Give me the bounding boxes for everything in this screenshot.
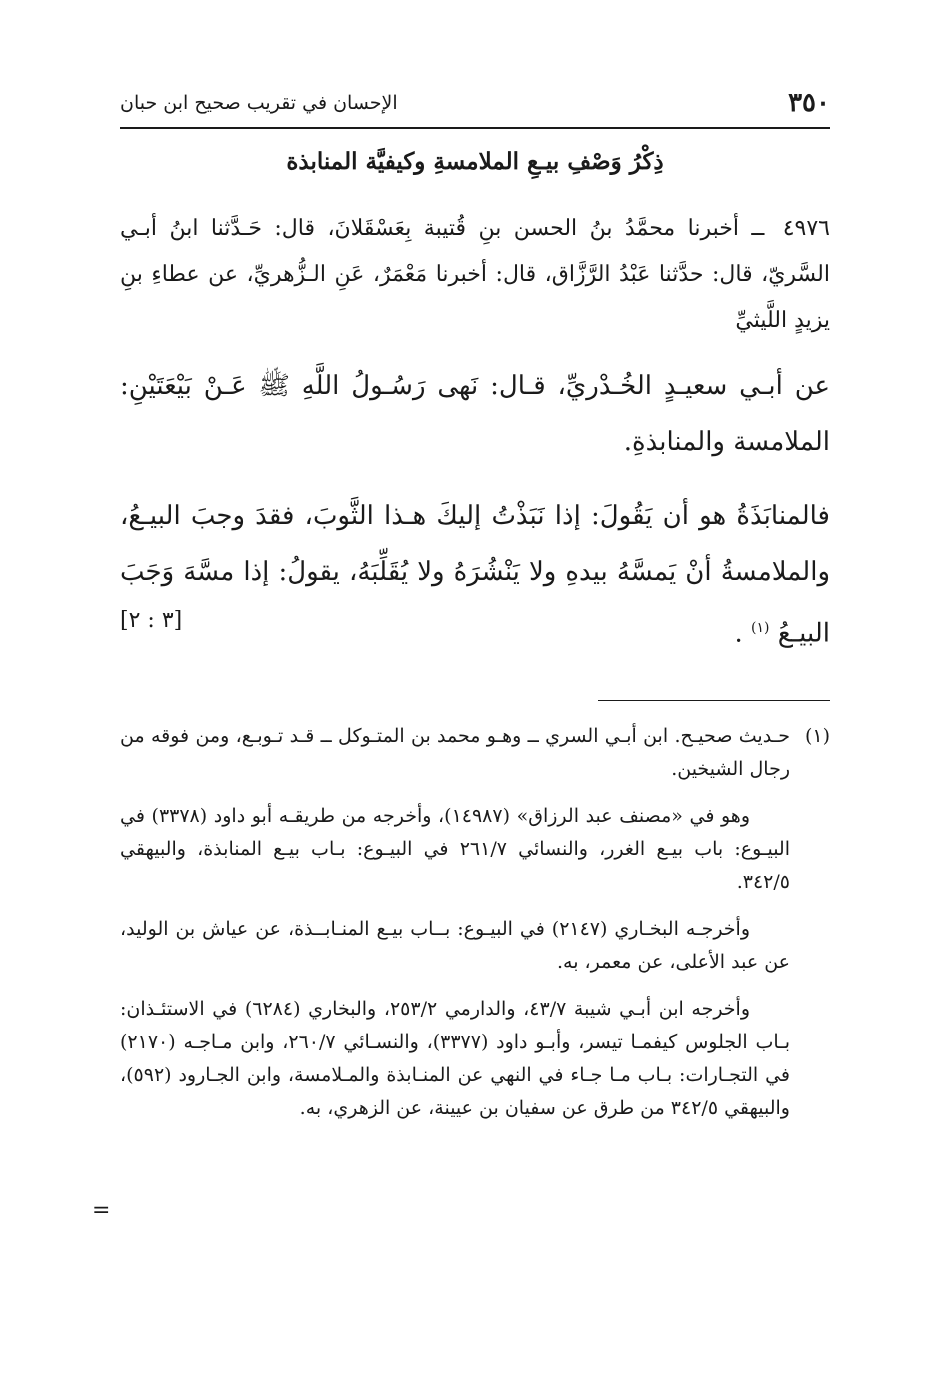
footnote-text: حـديث صحيـح. ابن أبـي السري ــ وهـو محمد بن المتـوكل ــ قـد تـوبـع، ومن فوقه من رجال الشيخين.	[120, 725, 790, 780]
footnote-marker: (١)	[804, 725, 830, 747]
chapter-title: ذِكْرُ وَصْفِ بيـعِ الملامسةِ وكيفيَّة المنابذة	[286, 148, 664, 175]
reference-code: [٣ : ٢]	[120, 608, 183, 633]
hadith-isnad	[120, 206, 830, 344]
hadith-explanation	[120, 488, 830, 662]
footnote-continuation	[120, 800, 830, 1125]
header-divider	[120, 127, 830, 129]
footnotes	[120, 720, 830, 1139]
end-period: .	[734, 618, 743, 649]
page-header	[120, 88, 830, 122]
explanation-text: فالمنابَذَةُ هو أن يَقُولَ: إذا نَبَذْتُ إليكَ هـذا الثَّوبَ، فقدَ وجبَ البيـعُ، والملامسةُ أنْ يَمسَّهُ بيدهِ ولا يَنْشُرَهُ ولا يُقَلِّبَهُ، يقولُ: إذا مسَّهَ وَجَبَ البيـعُ	[120, 501, 831, 649]
hadith-number: ٤٩٧٦	[782, 216, 830, 241]
footnote-divider	[598, 700, 830, 701]
hadith-matn: عن أبـي سعيـدٍ الخُـدْريِّ، قـال: نَهى رَسُـولُ اللَّهِ ﷺ عَـنْ بَيْعَتَيْنِ: الملامسة والمنابذةِ.	[120, 371, 830, 457]
footnote-paragraph: وأخرجـه البخـاري (٢١٤٧) في البيـوع: بــاب بيـع المنـابــذة، عن عياش بن الوليد، عن عبد الأعلى، عن معمر، به.	[120, 918, 790, 973]
isnad-text: ــ أخبرنا محمَّدُ بنُ الحسن بنِ قُتيبة بِعَسْقَلانَ، قال: حَـدَّثنا ابنُ أبـي السَّريّ، قال: حدَّثنا عَبْدُ الرَّزَّاق، قال: أخبرنا مَعْمَرٌ، عَنِ الـزُّهريِّ، عن عطاءِ بنِ يزيدٍ اللَّيثيِّ	[120, 216, 830, 333]
continuation-mark: =	[92, 1198, 111, 1223]
footnote-paragraph: وهو في «مصنف عبد الرزاق» (١٤٩٨٧)، وأخرجه من طريقـه أبو داود (٣٣٧٨) في البيـوع: باب بيـع الغرر، والنسائي ٢٦١/٧ في البيـوع: بـاب بيـع المنابذة، والبيهقي ٣٤٢/٥.	[120, 805, 790, 893]
page-number: ٣٥٠	[788, 88, 830, 118]
running-title: الإحسان في تقريب صحيح ابن حبان	[120, 92, 398, 114]
footnote-1	[120, 720, 830, 786]
footnote-paragraph: وأخرجه ابن أبـي شيبة ٤٣/٧، والدارمي ٢٥٣/٢، والبخاري (٦٢٨٤) في الاستئـذان: بـاب الجلوس كيفمـا تيسر، وأبـو داود (٣٣٧٧)، والنسـائي ٢٦٠/٧، وابن مـاجـه (٢١٧٠) في التجـارات: بـاب مـا جـاء في النهي عن المنـابذة والمـلامسة، وابن الجـارود (٥٩٢)، والبيهقي ٣٤٢/٥ من طرق عن سفيان بن عيينة، عن الزهري، به.	[120, 998, 791, 1119]
footnote-reference[interactable]: (١)	[750, 620, 770, 636]
